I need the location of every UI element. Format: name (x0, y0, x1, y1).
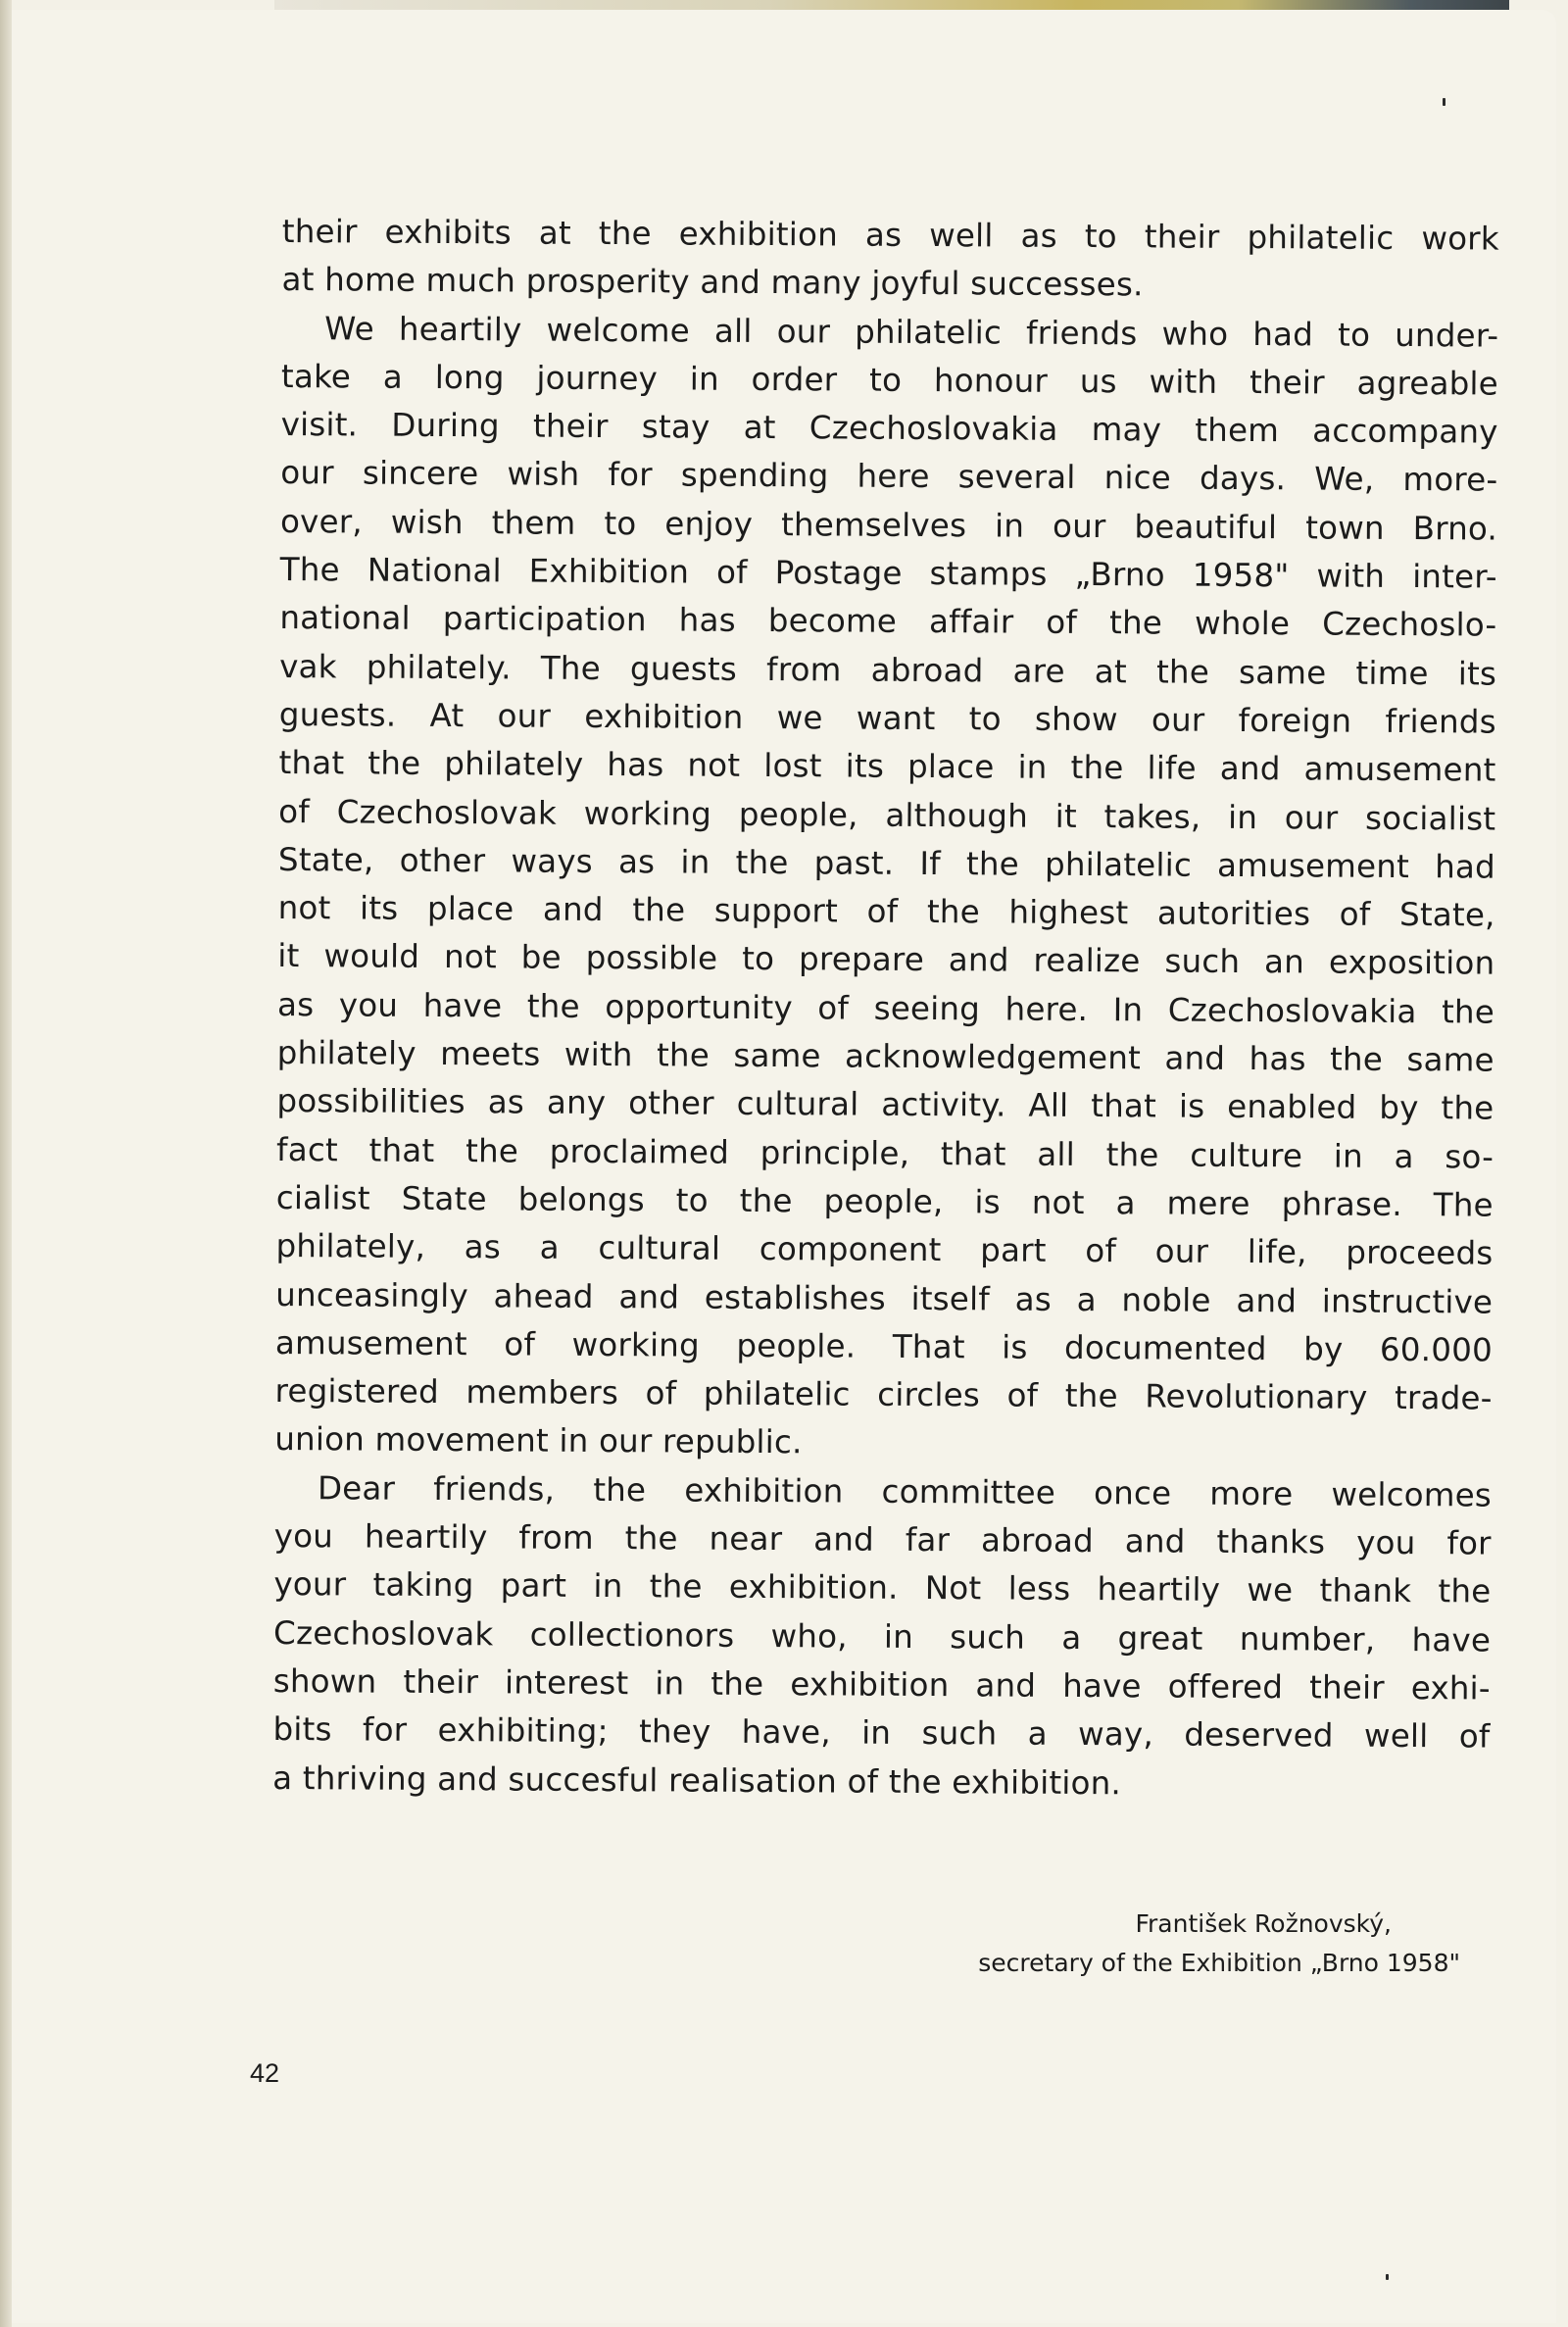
text-line: not its place and the support of the highest autorities of State, (277, 889, 1495, 934)
text-line: your taking part in the exhibition. Not less heartily we thank the (273, 1565, 1492, 1610)
text-line: State, other ways as in the past. If the philatelic amusement had (277, 840, 1496, 886)
text-line: amusement of working people. That is documented by 60.000 (274, 1323, 1494, 1369)
text-line: take a long journey in order to honour us with their agreable (280, 357, 1499, 403)
text-line: vak philately. The guests from abroad are at the same time its (279, 647, 1497, 693)
paragraph-3 (272, 1464, 1492, 1810)
text-line: a thriving and succesful realisation of the exhibition. (272, 1758, 1122, 1802)
text-line: over, wish them to enjoy themselves in our beautiful town Brno. (279, 502, 1498, 548)
text-line: as you have the opportunity of seeing here. In Czechoslovakia the (276, 985, 1495, 1031)
next-page-edge (274, 0, 1509, 10)
text-line: cialist State belongs to the people, is not a mere phrase. The (275, 1178, 1494, 1224)
body-text (272, 208, 1499, 1809)
text-line: We heartily welcome all our philatelic friends who had to under- (324, 309, 1499, 355)
signatory-name: František Rožnovský, (1135, 1909, 1392, 1938)
text-line: it would not be possible to prepare and realize such an exposition (277, 937, 1495, 983)
text-line: of Czechoslovak working people, although it takes, in our socialist (278, 792, 1496, 838)
paragraph-2 (274, 305, 1498, 1472)
paper-speck (1386, 2274, 1389, 2280)
text-line: fact that the proclaimed principle, that all the culture in a so- (276, 1130, 1494, 1176)
text-line: guests. At our exhibition we want to show our foreign friends (278, 695, 1496, 741)
text-line: union movement in our republic. (274, 1420, 803, 1461)
text-line: that the philately has not lost its place in the life and amusement (278, 744, 1496, 789)
signature-block (978, 1905, 1460, 1983)
text-line: Dear friends, the exhibition committee once more welcomes (317, 1468, 1493, 1514)
text-line: visit. During their stay at Czechoslovakia may them accompany (280, 406, 1498, 451)
text-line: registered members of philatelic circles of the Revolutionary trade- (274, 1372, 1493, 1417)
book-spine-edge (0, 0, 12, 2327)
text-line: shown their interest in the exhibition and have offered their exhi- (272, 1661, 1491, 1708)
text-line: national participation has become affair of the whole Czechoslo- (279, 599, 1497, 644)
text-line: you heartily from the near and far abroad and thanks you for (273, 1516, 1492, 1562)
paper-speck (1443, 98, 1446, 106)
text-line: unceasingly ahead and establishes itself as a noble and instructive (275, 1275, 1494, 1321)
text-line: at home much prosperity and many joyful successes. (281, 261, 1144, 304)
text-line: Czechoslovak collectionors who, in such a great number, have (273, 1613, 1492, 1659)
paragraph-1 (281, 208, 1499, 312)
text-line: possibilities as any other cultural activity. All that is enabled by the (276, 1082, 1494, 1127)
text-line: philately, as a cultural component part of our life, proceeds (275, 1227, 1494, 1272)
signatory-title: secretary of the Exhibition „Brno 1958" (978, 1949, 1460, 1977)
text-line: philately meets with the same acknowledgement and has the same (276, 1034, 1494, 1079)
text-line: bits for exhibiting; they have, in such a way, deserved well of (272, 1710, 1491, 1756)
page-number: 42 (250, 2058, 280, 2088)
text-line: our sincere wish for spending here several nice days. We, more- (280, 454, 1498, 500)
text-line: The National Exhibition of Postage stamps „Brno 1958" with inter- (279, 551, 1497, 596)
text-line: their exhibits at the exhibition as well as to their philatelic work (281, 212, 1499, 258)
